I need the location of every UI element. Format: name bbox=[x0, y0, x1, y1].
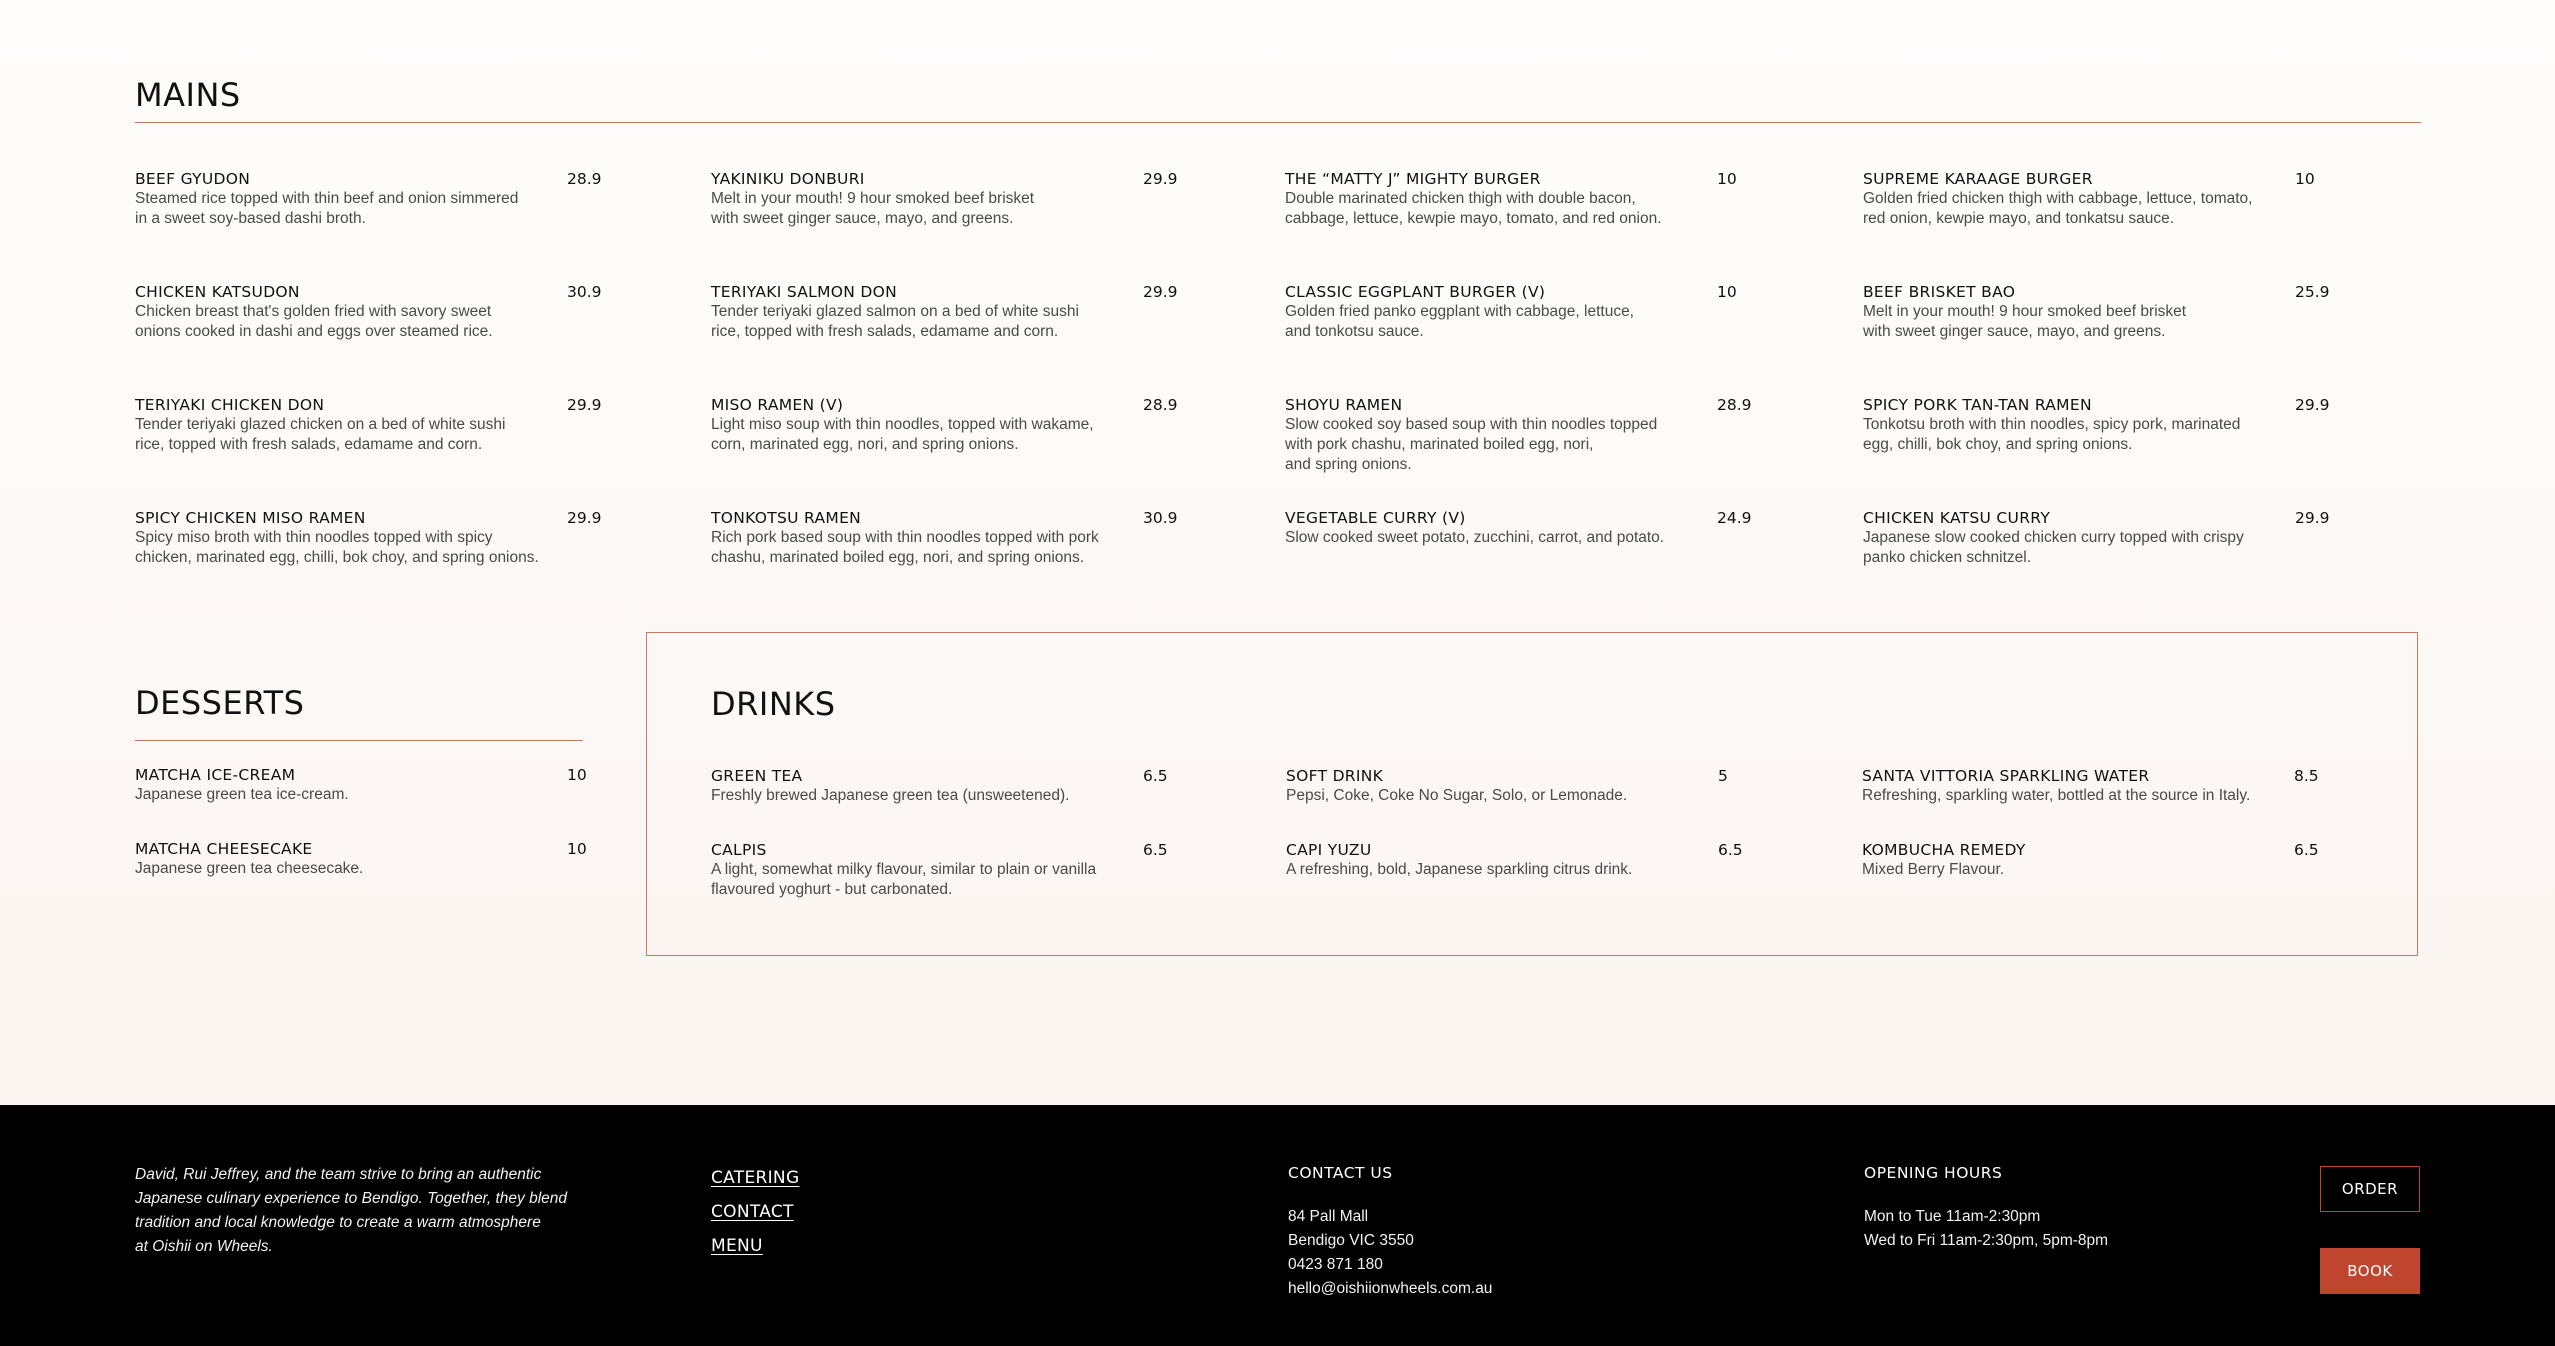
menu-item bbox=[135, 839, 605, 879]
menu-item-price: 5 bbox=[1718, 767, 1728, 785]
hours-heading: OPENING HOURS bbox=[1864, 1164, 2003, 1182]
menu-item-name: CLASSIC EGGPLANT BURGER (V) bbox=[1285, 283, 1546, 301]
menu-item-price: 30.9 bbox=[1143, 509, 1178, 527]
menu-item-price: 28.9 bbox=[567, 170, 602, 188]
footer-link-catering[interactable]: CATERING bbox=[711, 1168, 800, 1188]
contact-heading: CONTACT US bbox=[1288, 1164, 1393, 1182]
footer-nav bbox=[711, 1161, 799, 1263]
desserts-section bbox=[135, 682, 587, 915]
menu-item-name: GREEN TEA bbox=[711, 767, 803, 785]
menu-item-price: 10 bbox=[2295, 170, 2315, 188]
menu-item-name: SOFT DRINK bbox=[1286, 767, 1384, 785]
menu-item bbox=[1863, 508, 2333, 568]
menu-item-description: Pepsi, Coke, Coke No Sugar, Solo, or Lemonade. bbox=[1286, 787, 1628, 804]
hours-line-1: Mon to Tue 11am-2:30pm bbox=[1864, 1208, 2041, 1225]
contact-phone[interactable]: 0423 871 180 bbox=[1288, 1256, 1383, 1273]
menu-item bbox=[1285, 508, 1755, 548]
desserts-title: DESSERTS bbox=[135, 684, 305, 722]
menu-item-description: A light, somewhat milky flavour, similar to plain or vanilla flavoured yoghurt - but carbonated. bbox=[711, 861, 1097, 898]
footer-contact bbox=[1288, 1163, 1492, 1301]
menu-item-name: KOMBUCHA REMEDY bbox=[1862, 841, 2026, 859]
menu-item-description: Slow cooked soy based soup with thin noodles topped with pork chashu, marinated boiled egg, nori, and spring onions. bbox=[1285, 416, 1658, 473]
menu-item bbox=[135, 282, 605, 342]
menu-item-description: Melt in your mouth! 9 hour smoked beef brisket with sweet ginger sauce, mayo, and greens. bbox=[1863, 303, 2187, 340]
menu-item-price: 6.5 bbox=[1718, 841, 1743, 859]
menu-item-description: Japanese slow cooked chicken curry topped with crispy panko chicken schnitzel. bbox=[1863, 529, 2244, 566]
menu-item bbox=[135, 169, 605, 229]
menu-item bbox=[711, 840, 1181, 900]
menu-item-name: SPICY PORK TAN-TAN RAMEN bbox=[1863, 396, 2092, 414]
menu-item-description: Freshly brewed Japanese green tea (unsweetened). bbox=[711, 787, 1070, 804]
menu-item-price: 10 bbox=[1717, 170, 1737, 188]
menu-item-name: TERIYAKI SALMON DON bbox=[711, 283, 898, 301]
menu-item bbox=[1863, 395, 2333, 455]
desserts-divider bbox=[135, 740, 583, 741]
menu-item-name: SANTA VITTORIA SPARKLING WATER bbox=[1862, 767, 2150, 785]
menu-item bbox=[711, 766, 1181, 806]
menu-item-description: Refreshing, sparkling water, bottled at the source in Italy. bbox=[1862, 787, 2251, 804]
menu-item-price: 6.5 bbox=[2294, 841, 2319, 859]
menu-item-description: Double marinated chicken thigh with double bacon, cabbage, lettuce, kewpie mayo, tomato, and red onion. bbox=[1285, 190, 1662, 227]
menu-item bbox=[1286, 766, 1756, 806]
mains-grid bbox=[135, 169, 2421, 589]
order-button[interactable]: ORDER bbox=[2320, 1166, 2420, 1212]
menu-item-description: Tender teriyaki glazed chicken on a bed of white sushi rice, topped with fresh salads, edamame and corn. bbox=[135, 416, 506, 453]
mains-divider bbox=[135, 122, 2421, 123]
contact-address-line2: Bendigo VIC 3550 bbox=[1288, 1232, 1414, 1249]
menu-item-name: BEEF BRISKET BAO bbox=[1863, 283, 2016, 301]
menu-item-name: CALPIS bbox=[711, 841, 767, 859]
menu-item-name: MISO RAMEN (V) bbox=[711, 396, 844, 414]
menu-item-price: 10 bbox=[567, 766, 587, 784]
menu-item bbox=[1285, 282, 1755, 342]
menu-item-price: 29.9 bbox=[2295, 509, 2330, 527]
contact-email[interactable]: hello@oishiionwheels.com.au bbox=[1288, 1280, 1493, 1297]
menu-item-name: CAPI YUZU bbox=[1286, 841, 1372, 859]
book-button[interactable]: BOOK bbox=[2320, 1248, 2420, 1294]
menu-item-price: 28.9 bbox=[1143, 396, 1178, 414]
mains-section bbox=[135, 74, 2421, 589]
menu-item-description: Slow cooked sweet potato, zucchini, carrot, and potato. bbox=[1285, 529, 1665, 546]
menu-item-name: SHOYU RAMEN bbox=[1285, 396, 1403, 414]
menu-item-name: SPICY CHICKEN MISO RAMEN bbox=[135, 509, 366, 527]
menu-item bbox=[1863, 282, 2333, 342]
menu-item bbox=[1862, 840, 2332, 880]
menu-item bbox=[135, 508, 605, 568]
menu-item-price: 29.9 bbox=[567, 396, 602, 414]
menu-item-description: Golden fried chicken thigh with cabbage, lettuce, tomato, red onion, kewpie mayo, and tonkatsu sauce. bbox=[1863, 190, 2253, 227]
menu-item-price: 29.9 bbox=[1143, 170, 1178, 188]
menu-item-price: 10 bbox=[567, 840, 587, 858]
menu-item-price: 30.9 bbox=[567, 283, 602, 301]
menu-item-description: Light miso soup with thin noodles, topped with wakame, corn, marinated egg, nori, and spring onions. bbox=[711, 416, 1094, 453]
footer-hours bbox=[1864, 1163, 2108, 1253]
menu-item-name: VEGETABLE CURRY (V) bbox=[1285, 509, 1466, 527]
menu-item-description: Golden fried panko eggplant with cabbage, lettuce, and tonkotsu sauce. bbox=[1285, 303, 1634, 340]
menu-item-name: BEEF GYUDON bbox=[135, 170, 251, 188]
menu-item-description: Spicy miso broth with thin noodles topped with spicy chicken, marinated egg, chilli, bok choy, and spring onions. bbox=[135, 529, 539, 566]
menu-item-price: 24.9 bbox=[1717, 509, 1752, 527]
menu-item-price: 10 bbox=[1717, 283, 1737, 301]
menu-item-price: 29.9 bbox=[2295, 396, 2330, 414]
menu-item bbox=[1285, 395, 1755, 475]
menu-item-name: TERIYAKI CHICKEN DON bbox=[135, 396, 325, 414]
menu-item-price: 6.5 bbox=[1143, 767, 1168, 785]
menu-item-description: Japanese green tea cheesecake. bbox=[135, 860, 364, 877]
menu-item-description: Japanese green tea ice-cream. bbox=[135, 786, 349, 803]
footer-link-menu[interactable]: MENU bbox=[711, 1236, 763, 1256]
menu-item-price: 29.9 bbox=[567, 509, 602, 527]
menu-item bbox=[1285, 169, 1755, 229]
menu-item-description: Tonkotsu broth with thin noodles, spicy pork, marinated egg, chilli, bok choy, and spring onions. bbox=[1863, 416, 2241, 453]
contact-address-line1: 84 Pall Mall bbox=[1288, 1208, 1369, 1225]
menu-item bbox=[1286, 840, 1756, 880]
menu-item bbox=[711, 508, 1181, 568]
menu-item-price: 29.9 bbox=[1143, 283, 1178, 301]
footer-link-contact[interactable]: CONTACT bbox=[711, 1202, 794, 1222]
menu-item-price: 25.9 bbox=[2295, 283, 2330, 301]
menu-item-description: Mixed Berry Flavour. bbox=[1862, 861, 2005, 878]
menu-item-name: THE “MATTY J” MIGHTY BURGER bbox=[1285, 170, 1541, 188]
menu-item-name: TONKOTSU RAMEN bbox=[711, 509, 862, 527]
menu-item-price: 8.5 bbox=[2294, 767, 2319, 785]
menu-item bbox=[135, 395, 605, 455]
menu-item-price: 6.5 bbox=[1143, 841, 1168, 859]
menu-item-description: A refreshing, bold, Japanese sparkling citrus drink. bbox=[1286, 861, 1633, 878]
menu-item-description: Rich pork based soup with thin noodles topped with pork chashu, marinated boiled egg, nori, and spring onions. bbox=[711, 529, 1099, 566]
menu-item bbox=[1862, 766, 2332, 806]
menu-item-name: MATCHA CHEESECAKE bbox=[135, 840, 313, 858]
menu-item-price: 28.9 bbox=[1717, 396, 1752, 414]
menu-item-name: SUPREME KARAAGE BURGER bbox=[1863, 170, 2093, 188]
drinks-title: DRINKS bbox=[711, 685, 836, 723]
menu-item-name: YAKINIKU DONBURI bbox=[711, 170, 865, 188]
menu-item-name: CHICKEN KATSUDON bbox=[135, 283, 300, 301]
mains-title: MAINS bbox=[135, 76, 241, 114]
menu-item-name: CHICKEN KATSU CURRY bbox=[1863, 509, 2051, 527]
menu-item-description: Chicken breast that's golden fried with savory sweet onions cooked in dashi and eggs over steamed rice. bbox=[135, 303, 493, 340]
menu-item-description: Steamed rice topped with thin beef and onion simmered in a sweet soy-based dashi broth. bbox=[135, 190, 519, 227]
desserts-list bbox=[135, 765, 587, 915]
drinks-section bbox=[646, 632, 2418, 956]
drinks-grid bbox=[711, 766, 2411, 926]
hours-line-2: Wed to Fri 11am-2:30pm, 5pm-8pm bbox=[1864, 1232, 2109, 1249]
menu-item-name: MATCHA ICE-CREAM bbox=[135, 766, 296, 784]
menu-item bbox=[711, 282, 1181, 342]
menu-item-description: Tender teriyaki glazed salmon on a bed of white sushi rice, topped with fresh salads, edamame and corn. bbox=[711, 303, 1079, 340]
menu-item bbox=[1863, 169, 2333, 229]
menu-item-description: Melt in your mouth! 9 hour smoked beef brisket with sweet ginger sauce, mayo, and greens. bbox=[711, 190, 1035, 227]
menu-item bbox=[711, 395, 1181, 455]
menu-item bbox=[135, 765, 605, 805]
footer-about-text: David, Rui Jeffrey, and the team strive to bring an authentic Japanese culinary experience to Bendigo. Together, they blend tradition and local knowledge to create a warm atmosphere at Oishii on Wheels. bbox=[135, 1166, 568, 1255]
menu-item bbox=[711, 169, 1181, 229]
site-footer bbox=[0, 1105, 2555, 1346]
